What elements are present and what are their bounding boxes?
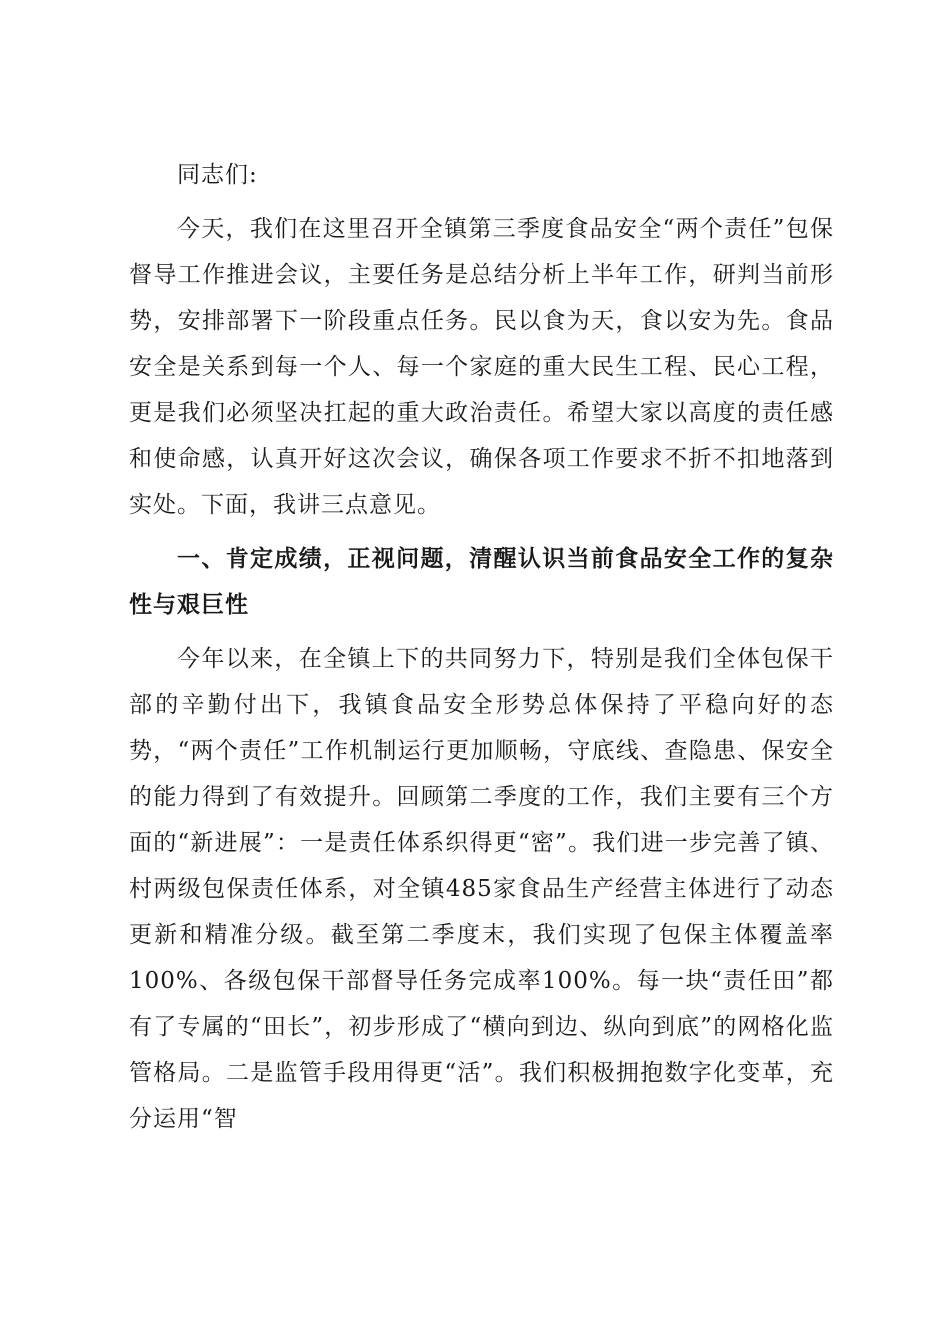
- paragraph-achievements: 今年以来，在全镇上下的共同努力下，特别是我们全体包保干部的辛勤付出下，我镇食品安全形势总体保持了平稳向好的态势，“两个责任”工作机制运行更加顺畅，守底线、查隐患、保安全的能力得到了有效提升。回顾第二季度的工作，我们主要有三个方面的“新进展”：一是责任体系织得更“密”。我们进一步完善了镇、村两级包保责任体系，对全镇485家食品生产经营主体进行了动态更新和精准分级。截至第二季度末，我们实现了包保主体覆盖率100%、各级包保干部督导任务完成率100%。每一块“责任田”都有了专属的“田长”，初步形成了“横向到边、纵向到底”的网格化监管格局。二是监管手段用得更“活”。我们积极拥抱数字化变革，充分运用“智: [129, 646, 834, 1132]
- document-body: [129, 152, 834, 1142]
- paragraph-intro: 今天，我们在这里召开全镇第三季度食品安全“两个责任”包保督导工作推进会议，主要任务是总结分析上半年工作，研判当前形势，安排部署下一阶段重点任务。民以食为天，食以安为先。食品安全是关系到每一个人、每一个家庭的重大民生工程、民心工程，更是我们必须坚决扛起的重大政治责任。希望大家以高度的责任感和使命感，认真开好这次会议，确保各项工作要求不折不扣地落到实处。下面，我讲三点意见。: [129, 216, 834, 518]
- greeting: 同志们:: [177, 162, 258, 188]
- section-heading-1: 一、肯定成绩，正视问题，清醒认识当前食品安全工作的复杂性与艰巨性: [129, 545, 834, 618]
